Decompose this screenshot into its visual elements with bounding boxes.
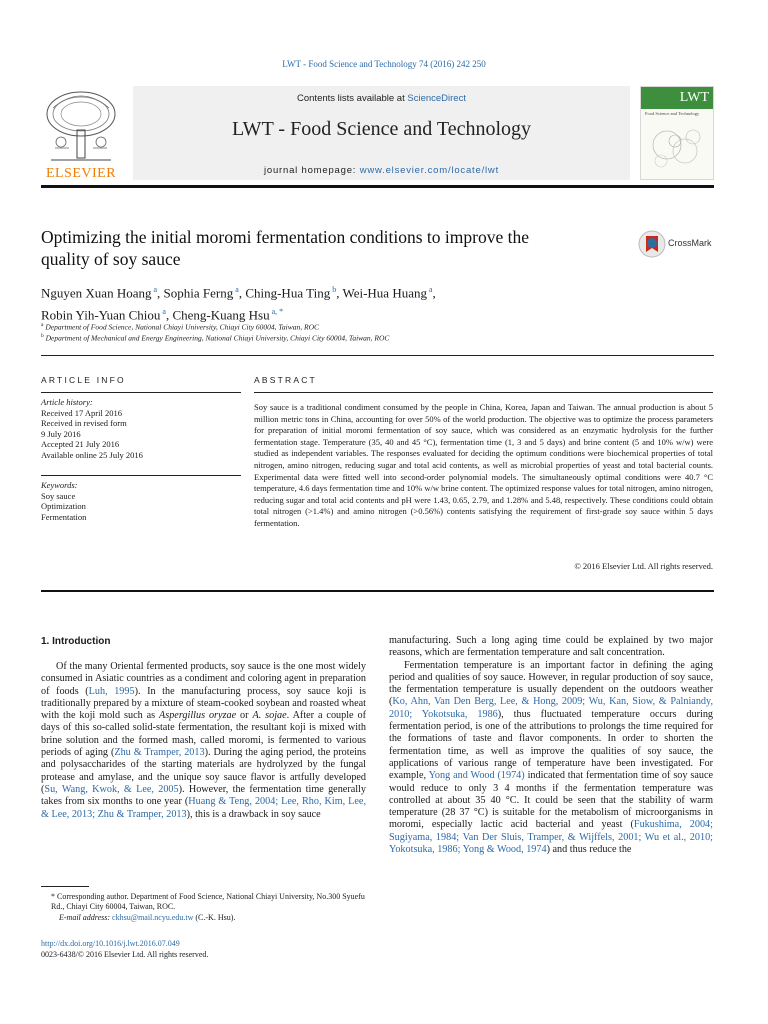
doi-block bbox=[41, 938, 208, 960]
author-affiliation-mark[interactable]: a bbox=[426, 285, 433, 294]
affiliation-text: Department of Food Science, National Chiayi University, Chiayi City 60004, Taiwan, ROC bbox=[45, 322, 319, 332]
text-run: or bbox=[236, 710, 253, 722]
history-line: Available online 25 July 2016 bbox=[41, 449, 143, 460]
email-link[interactable]: ckhsu@mail.ncyu.edu.tw bbox=[112, 912, 194, 922]
title-line-2: quality of soy sauce bbox=[41, 249, 181, 269]
email-label: E-mail address: bbox=[59, 912, 113, 922]
homepage-link[interactable]: www.elsevier.com/locate/lwt bbox=[359, 165, 500, 176]
article-info-rule bbox=[41, 392, 241, 393]
author-name[interactable]: Ching-Hua Ting bbox=[245, 285, 331, 301]
author-separator: , bbox=[165, 307, 173, 323]
abstract-rule bbox=[254, 392, 713, 393]
species-name: A. sojae bbox=[252, 710, 287, 722]
email-suffix: (C.-K. Hsu). bbox=[193, 912, 236, 922]
affiliation-a bbox=[41, 322, 319, 332]
section-heading-introduction: 1. Introduction bbox=[41, 636, 111, 647]
corresponding-author-note bbox=[41, 892, 366, 923]
author-name[interactable]: Sophia Ferng bbox=[163, 285, 234, 301]
text-run: ) and thus reduce the bbox=[546, 844, 632, 856]
elsevier-wordmark[interactable]: ELSEVIER bbox=[45, 166, 117, 181]
citation-link[interactable]: Fukushima, 2004; Sugiyama, 1984; Van Der Sluis, Tramper, & Wijffels, 2001; Wu et al., 2010; Yokotsuka, 1986; Yong & Wood, 1974 bbox=[389, 819, 713, 856]
body-rule bbox=[41, 590, 714, 592]
species-name: Aspergillus oryzae bbox=[159, 710, 237, 722]
keywords-rule bbox=[41, 475, 241, 476]
author-name[interactable]: Cheng-Kuang Hsu bbox=[172, 307, 270, 323]
journal-cover-thumbnail[interactable] bbox=[640, 86, 714, 180]
affiliation-mark: b bbox=[41, 333, 44, 339]
keyword: Soy sauce bbox=[41, 490, 76, 501]
paragraph bbox=[389, 660, 713, 857]
footnote-rule bbox=[41, 886, 89, 887]
text-run: ), thus fluctuated temperature occurs during fermentation period, is one of the attributions to prolongs the time required for the formations of taste and flavor components. In order to shorten the fermentation time, as well as improve the qualities of soy sauce, the applications of various range of temperature have been investigated. For example, bbox=[389, 708, 714, 782]
author-list bbox=[41, 280, 701, 325]
header-rule bbox=[41, 185, 714, 188]
issn-line: 0023-6438/© 2016 Elsevier Ltd. All rights reserved. bbox=[41, 950, 209, 959]
text-run: Of the many Oriental fermented products, soy sauce is the one most widely consumed in Asiatic countries as a condiment and coloring agent in preparation of foods ( bbox=[41, 661, 366, 697]
article-history bbox=[41, 397, 241, 460]
author-affiliation-mark[interactable]: a bbox=[160, 307, 166, 317]
keywords-block bbox=[41, 480, 241, 522]
doi-link[interactable]: http://dx.doi.org/10.1016/j.lwt.2016.07.049 bbox=[41, 939, 180, 948]
author-affiliation-mark[interactable]: a bbox=[151, 285, 158, 294]
paragraph bbox=[41, 661, 366, 821]
text-run: ), this is a drawback in soy sauce bbox=[186, 808, 321, 820]
keyword: Optimization bbox=[41, 501, 86, 511]
author-separator: , bbox=[157, 285, 164, 301]
text-run: ). In the manufacturing process, soy sauce koji is traditionally prepared by a mixture of steam-cooked soybean and roasted wheat with the koji mold such as bbox=[41, 685, 366, 722]
text-run: indicated that fermentation time of soy sauce would reduce to only 3 4 months if the fermentation temperature was controlled at about 35 40 °C. It could be seen that the stability of warm temperature (28 37 °C) is suitable for the metabolism of microorganisms in moromi, especially lactic acid bacterial and yeast ( bbox=[389, 770, 713, 831]
citation-link[interactable]: Luh, 1995 bbox=[88, 685, 135, 697]
author-name[interactable]: Wei-Hua Huang bbox=[342, 285, 427, 301]
citation-link[interactable]: Su, Wang, Kwok, & Lee, 2005 bbox=[44, 783, 179, 795]
title-line-1: Optimizing the initial moromi fermentation conditions to improve the bbox=[41, 227, 529, 247]
body-column-left bbox=[41, 661, 366, 821]
citation-link[interactable]: Yong and Wood (1974) bbox=[428, 770, 525, 782]
author-affiliation-mark[interactable]: a bbox=[233, 285, 239, 294]
contents-line bbox=[133, 93, 630, 104]
affiliation-mark: a bbox=[41, 322, 44, 328]
history-line: Received 17 April 2016 bbox=[41, 407, 122, 418]
paragraph: manufacturing. Such a long aging time could be explained by two major reasons, which are fermentation temperature and salt concentration. bbox=[389, 635, 713, 659]
text-run: ). However, the fermentation time generally takes from six months to one year ( bbox=[41, 783, 366, 808]
journal-homepage bbox=[133, 165, 630, 176]
section-rule bbox=[41, 355, 714, 356]
cover-art-icon bbox=[645, 121, 711, 175]
citation-link[interactable]: Zhu & Tramper, 2013 bbox=[114, 747, 205, 759]
journal-citation[interactable]: LWT - Food Science and Technology 74 (2016) 242 250 bbox=[282, 59, 486, 69]
corresponding-author: * Corresponding author. Department of Food Science, National Chiayi University, No.300 Syuefu Rd., Chiayi City 60004, Taiwan, ROC. bbox=[51, 892, 365, 912]
abstract-copyright: © 2016 Elsevier Ltd. All rights reserved. bbox=[574, 561, 713, 571]
history-line: 9 July 2016 bbox=[41, 428, 81, 439]
keywords-label: Keywords: bbox=[41, 480, 78, 490]
email-line bbox=[41, 913, 366, 923]
cover-title: LWT bbox=[679, 90, 709, 105]
crossmark-icon bbox=[638, 230, 666, 258]
cover-subtitle: Food Science and Technology bbox=[645, 111, 700, 116]
history-line: Received in revised form bbox=[41, 418, 127, 428]
affiliation-b bbox=[41, 333, 389, 343]
author-separator: , bbox=[238, 285, 246, 301]
history-line: Accepted 21 July 2016 bbox=[41, 439, 120, 449]
author-affiliation-mark[interactable]: a, * bbox=[269, 307, 284, 317]
keyword: Fermentation bbox=[41, 511, 87, 522]
homepage-prefix: journal homepage: bbox=[263, 165, 360, 176]
text-run: . After a couple of days of this so-called solid-state fermentation, the resultant koji is mixed with brine solution and the formed mash, called moromi, is fermented to various periods of aging ( bbox=[41, 710, 366, 759]
author-separator: , bbox=[336, 285, 343, 301]
history-label: Article history: bbox=[41, 397, 93, 407]
article-title bbox=[41, 226, 621, 270]
author-separator: , bbox=[432, 285, 436, 301]
text-run: Fermentation temperature is an important factor in defining the aging period and qualities of soy sauce. However, in regular production of soy sauce, the fermentation temperature is usually dependent on the outdoors weather ( bbox=[389, 659, 713, 708]
author-name[interactable]: Robin Yih-Yuan Chiou bbox=[41, 307, 161, 323]
abstract-text: Soy sauce is a traditional condiment consumed by the people in China, Korea, Japan and Taiwan. The annual production is about 5 million metric tons in China, accounting for over 50% of the world production. The objective was to optimize the process parameters for preparation of initial moromi fermentation of soy sauce, which was considered as an enzymatic hydrolysis for the further fermentation stage. Temperature (35, 40 and 45 °C), fermentation time (1, 3 and 5 days) and brine content (5 and 10% w/w) were studied as independent variables. The responses evaluated for deciding the optimum conditions were biochemical properties of total nitrogen, amino nitrogen, reducing sugar and total acid contents, as well as microbial properties of yeast and total bacterial counts. Experimental data were fitted well into second-order polynomial models. The simultaneously optimal conditions were 40.7 °C temperature, 4.6 days fermentation time and 10% w/w brine content. The optimized response values for total nitrogen, amino nitrogen, reducing sugar and total acid contents and pH were 1.43, 0.65, 2.79, and 1.28% and 5.48, respectively. These conditions could obtain total nitrogen (>1.4%) and amino nitrogen (>0.56%) contents satisfying the requirement of first-grade soy sauce within 5 days fermentation. bbox=[254, 402, 713, 528]
sciencedirect-link[interactable]: ScienceDirect bbox=[407, 93, 466, 104]
contents-prefix: Contents lists available at bbox=[297, 93, 408, 104]
crossmark-label[interactable]: CrossMark bbox=[668, 238, 712, 248]
crossmark-badge[interactable] bbox=[638, 230, 666, 263]
citation-link[interactable]: Ko, Ahn, Van Den Berg, Lee, & Hong, 2009; Wu, Kan, Siow, & Palniandy, 2010; Yokotsuka, 1986 bbox=[389, 696, 713, 720]
body-column-right bbox=[389, 635, 713, 856]
article-info-heading: ARTICLE INFO bbox=[41, 375, 126, 385]
journal-title: LWT - Food Science and Technology bbox=[231, 118, 532, 140]
abstract-heading: ABSTRACT bbox=[254, 375, 317, 385]
author-affiliation-mark[interactable]: b bbox=[330, 285, 337, 294]
author-name[interactable]: Nguyen Xuan Hoang bbox=[41, 285, 152, 301]
affiliation-text: Department of Mechanical and Energy Engineering, National Chiayi University, Chiayi City 60004, Taiwan, ROC bbox=[45, 333, 390, 343]
citation-link[interactable]: Huang & Teng, 2004; Lee, Rho, Kim, Lee, & Lee, 2013; Zhu & Tramper, 2013 bbox=[41, 796, 366, 820]
text-run: ). During the aging period, the proteins and polysaccharides of the starting materials are hydrolyzed by the fungal protease and amylase, and the unique soy sauce flavor is artfully developed ( bbox=[41, 747, 366, 795]
